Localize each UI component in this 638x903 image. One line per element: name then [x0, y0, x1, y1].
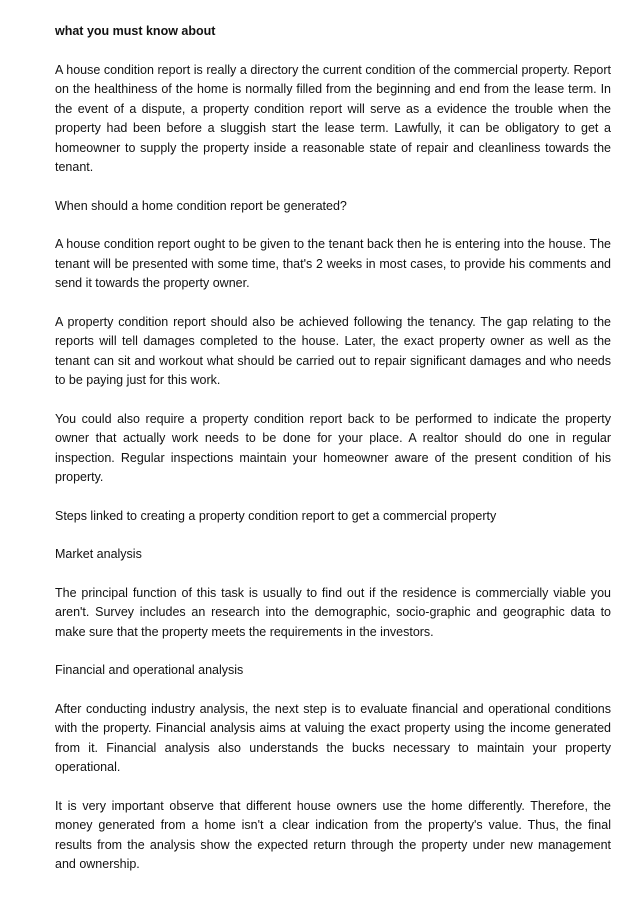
paragraph-market-analysis: The principal function of this task is usually to find out if the residence is commercially viable you aren't. Survey includes an research into the demographic, socio-graphic and geographic data to make sure that the property meets the requirements in the investors. — [55, 585, 611, 639]
paragraph-regular-inspection: You could also require a property condition report back to be performed to indicate the property owner that actually work needs to be done for your place. A realtor should do one in regular inspection. Regular inspections maintain your homeowner aware of the present condition of his property. — [55, 411, 611, 484]
paragraph-financial-analysis: After conducting industry analysis, the next step is to evaluate financial and operational conditions with the property. Financial analysis aims at valuing the exact property using the income generated from it. Financial analysis also understands the bucks necessary to maintain your property operational. — [55, 701, 611, 774]
document-page — [55, 22, 611, 894]
subheading-when-generated: When should a home condition report be generated? — [55, 198, 347, 213]
paragraph-after-tenancy: A property condition report should also be achieved following the tenancy. The gap relating to the reports will tell damages completed to the house. Later, the exact property owner as well as the tenant can sit and workout what should be carried out to repair significant damages and who needs to be paying just for this work. — [55, 314, 611, 387]
subheading-market-analysis: Market analysis — [55, 547, 142, 561]
subheading-steps: Steps linked to creating a property condition report to get a commercial property — [55, 508, 497, 523]
paragraph-conclusion: It is very important observe that different house owners use the home differently. Therefore, the money generated from a home isn't a clear indication from the property's value. Thus, the final results from the analysis show the expected return through the property under new management and ownership. — [55, 798, 611, 871]
subheading-financial-analysis: Financial and operational analysis — [55, 663, 244, 677]
paragraph-entering: A house condition report ought to be given to the tenant back then he is entering into the house. The tenant will be presented with some time, that's 2 weeks in most cases, to provide his comments and send it towards the property owner. — [55, 237, 611, 290]
paragraph-intro: A house condition report is really a directory the current condition of the commercial property. Report on the healthiness of the home is normally filled from the beginning and end from the lease term. In the event of a dispute, a property condition report will serve as a evidence the trouble when the property had been before a sluggish start the lease term. Lawfully, it can be obligatory to get a homeowner to supply the property inside a reasonable state of repair and cleanliness towards the tenant. — [55, 62, 611, 174]
document-title: what you must know about — [55, 24, 216, 38]
